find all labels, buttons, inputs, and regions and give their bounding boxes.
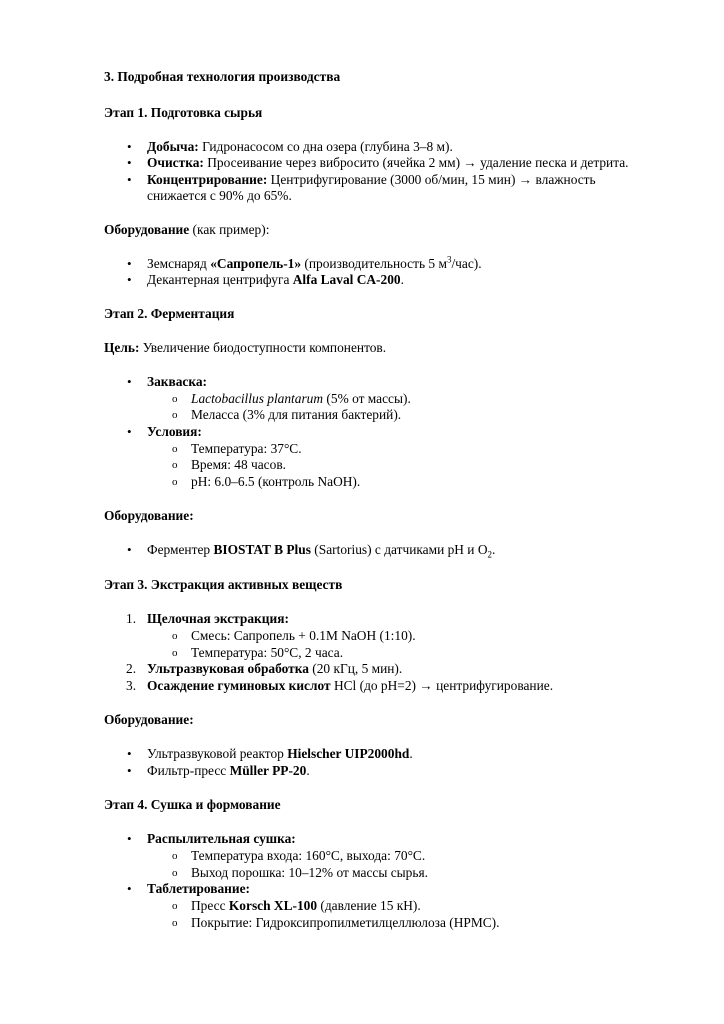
- tablet-label: Таблетирование:: [147, 881, 250, 896]
- list-item: pH: 6.0–6.5 (контроль NaOH).: [191, 474, 361, 489]
- stage2-heading: Этап 2. Ферментация: [104, 306, 235, 321]
- list-item: Выход порошка: 10–12% от массы сырья.: [191, 865, 428, 880]
- bullet-icon: •: [127, 746, 132, 761]
- bullet-icon: •: [127, 881, 132, 896]
- circle-bullet-icon: o: [172, 850, 178, 862]
- circle-bullet-icon: o: [172, 900, 178, 912]
- list-item: Меласса (3% для питания бактерий).: [191, 407, 402, 422]
- circle-bullet-icon: o: [172, 867, 178, 879]
- step-number: 3.: [126, 678, 137, 693]
- stage1-heading: Этап 1. Подготовка сырья: [104, 105, 263, 120]
- bullet-icon: •: [127, 256, 132, 271]
- bullet-icon: •: [127, 155, 132, 170]
- circle-bullet-icon: o: [172, 630, 178, 642]
- bullet-icon: •: [127, 763, 132, 778]
- step-item: Ультразвуковая обработка (20 кГц, 5 мин).: [147, 661, 403, 676]
- section-title: 3. Подробная технология производства: [104, 69, 341, 84]
- goal-line: Цель: Увеличение биодоступности компонентов.: [104, 340, 387, 355]
- list-item: Добыча: Гидронасосом со дна озера (глубина 3–8 м).: [147, 139, 453, 154]
- equipment-item: Фильтр-пресс Müller PP-20.: [147, 763, 310, 778]
- equipment-item: Ферментер BIOSTAT B Plus (Sartorius) с датчиками pH и $O_2$.: [147, 542, 496, 560]
- bullet-icon: •: [127, 172, 132, 187]
- stage4-heading: Этап 4. Сушка и формование: [104, 797, 281, 812]
- list-item: Температура входа: 160°C, выхода: 70°C.: [191, 848, 426, 863]
- equipment-label: Оборудование:: [104, 712, 194, 727]
- starter-label: Закваска:: [147, 374, 208, 389]
- list-item: Lactobacillus plantarum (5% от массы).: [191, 391, 411, 406]
- bullet-icon: •: [127, 139, 132, 154]
- circle-bullet-icon: o: [172, 647, 178, 659]
- step-number: 2.: [126, 661, 137, 676]
- circle-bullet-icon: o: [172, 409, 178, 421]
- bullet-icon: •: [127, 374, 132, 389]
- stage3-heading: Этап 3. Экстракция активных веществ: [104, 577, 343, 592]
- conditions-label: Условия:: [147, 424, 202, 439]
- list-item: Температура: 37°C.: [191, 441, 302, 456]
- list-item: Покрытие: Гидроксипропилметилцеллюлоза (HPMC).: [191, 915, 500, 930]
- step-number: 1.: [126, 611, 137, 626]
- spray-label: Распылительная сушка:: [147, 831, 296, 846]
- bullet-icon: •: [127, 424, 132, 439]
- circle-bullet-icon: o: [172, 917, 178, 929]
- bullet-icon: •: [127, 542, 132, 557]
- list-item: Очистка: Просеивание через вибросито (ячейка 2 мм) → удаление песка и детрита.: [147, 155, 629, 170]
- list-item: Смесь: Сапропель + 0.1M NaOH (1:10).: [191, 628, 416, 643]
- bullet-icon: •: [127, 831, 132, 846]
- equipment-item: Декантерная центрифуга Alfa Laval CA-200.: [147, 272, 404, 287]
- list-item: Температура: 50°C, 2 часа.: [191, 645, 344, 660]
- equipment-label: Оборудование:: [104, 508, 194, 523]
- step-label: Щелочная экстракция:: [147, 611, 289, 626]
- list-item: Концентрирование: Центрифугирование (3000 об/мин, 15 мин) → влажность: [147, 172, 596, 187]
- circle-bullet-icon: o: [172, 459, 178, 471]
- equipment-item: Ультразвуковой реактор Hielscher UIP2000hd.: [147, 746, 413, 761]
- step-item: Осаждение гуминовых кислот HCl (до pH=2) → центрифугирование.: [147, 678, 554, 693]
- circle-bullet-icon: o: [172, 476, 178, 488]
- list-item-continuation: снижается с 90% до 65%.: [147, 188, 292, 203]
- bullet-icon: •: [127, 272, 132, 287]
- equipment-label: Оборудование (как пример):: [104, 222, 270, 237]
- circle-bullet-icon: o: [172, 443, 178, 455]
- circle-bullet-icon: o: [172, 393, 178, 405]
- list-item: Пресс Korsch XL-100 (давление 15 кН).: [191, 898, 421, 913]
- equipment-item: Земснаряд «Сапропель-1» (производительность 5 $м^3/час$).: [147, 254, 482, 271]
- list-item: Время: 48 часов.: [191, 457, 286, 472]
